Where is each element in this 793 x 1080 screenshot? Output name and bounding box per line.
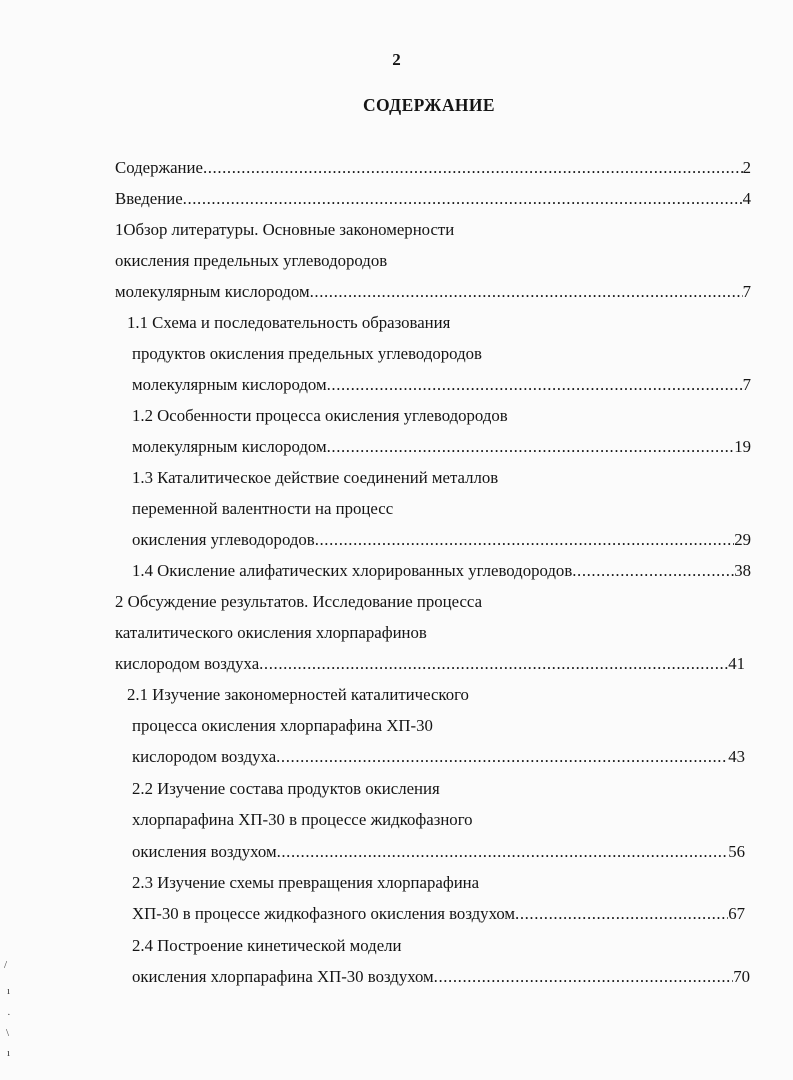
toc-entry-1-3-line-1 bbox=[132, 466, 498, 490]
toc-entry-text: 1.2 Особенности процесса окисления углеводородов bbox=[132, 406, 508, 425]
toc-entry-2-1-line-3 bbox=[132, 745, 745, 769]
scan-mark: ı bbox=[7, 1047, 11, 1059]
dot-leader bbox=[203, 156, 743, 180]
toc-entry-1-3-line-2 bbox=[132, 497, 393, 521]
toc-entry-page: 70 bbox=[733, 967, 750, 986]
dot-leader bbox=[572, 559, 734, 583]
toc-entry-2-4-line-2 bbox=[132, 965, 750, 989]
toc-entry-page: 29 bbox=[734, 530, 751, 549]
scan-mark: / bbox=[4, 959, 8, 971]
toc-entry-text: 1.3 Каталитическое действие соединений металлов bbox=[132, 468, 499, 487]
toc-entry-2-2-line-3 bbox=[132, 840, 745, 864]
toc-entry-chapter-2-line-2 bbox=[115, 621, 427, 645]
toc-entry-text: ХП-30 в процессе жидкофазного окисления воздухом bbox=[132, 904, 516, 923]
toc-entry-chapter-1-line-3 bbox=[115, 280, 751, 304]
dot-leader bbox=[434, 965, 734, 989]
toc-heading: СОДЕРЖАНИЕ bbox=[362, 95, 495, 115]
dot-leader bbox=[183, 187, 743, 211]
toc-entry-text: молекулярным кислородом bbox=[132, 375, 327, 394]
toc-entry-text: кислородом воздуха bbox=[115, 654, 260, 673]
toc-entry-page: 2 bbox=[742, 158, 751, 177]
toc-entry-1-4 bbox=[132, 559, 751, 583]
toc-entry-page: 7 bbox=[742, 375, 751, 394]
toc-entry-text: молекулярным кислородом bbox=[132, 437, 327, 456]
toc-entry-text: каталитического окисления хлорпарафинов bbox=[115, 623, 427, 642]
toc-entry-page: 4 bbox=[742, 189, 751, 208]
dot-leader bbox=[327, 373, 743, 397]
toc-entry-text: окисления воздухом bbox=[132, 842, 277, 861]
toc-entry-text: 2 Обсуждение результатов. Исследование процесса bbox=[115, 592, 483, 611]
toc-entry-page: 7 bbox=[742, 282, 751, 301]
toc-entry-2-1-line-2 bbox=[132, 714, 433, 738]
dot-leader bbox=[276, 745, 728, 769]
toc-entry-chapter-1-line-2 bbox=[115, 249, 387, 273]
toc-entry-2-4-line-1 bbox=[132, 934, 402, 958]
dot-leader bbox=[327, 435, 735, 459]
toc-entry-text: молекулярным кислородом bbox=[115, 282, 310, 301]
toc-entry-text: 1.4 Окисление алифатических хлорированных углеводородов bbox=[132, 561, 573, 580]
toc-entry-text: 2.1 Изучение закономерностей каталитического bbox=[127, 685, 469, 704]
toc-entry-2-2-line-2 bbox=[132, 808, 473, 832]
page-number: 2 bbox=[392, 50, 401, 69]
toc-entry-introduction bbox=[115, 187, 751, 211]
toc-entry-page: 19 bbox=[734, 437, 751, 456]
toc-entry-text: переменной валентности на процесс bbox=[132, 499, 394, 518]
toc-entry-1-1-line-1 bbox=[127, 311, 450, 335]
toc-entry-page: 38 bbox=[734, 561, 751, 580]
toc-entry-chapter-2-line-1 bbox=[115, 590, 482, 614]
scan-mark: \ bbox=[6, 1027, 10, 1039]
toc-entry-text: хлорпарафина ХП-30 в процессе жидкофазного bbox=[132, 810, 473, 829]
toc-entry-text: процесса окисления хлорпарафина ХП-30 bbox=[132, 716, 433, 735]
scan-margin-marks bbox=[4, 960, 24, 1070]
toc-entry-text: Содержание bbox=[115, 158, 203, 177]
toc-entry-text: 1.1 Схема и последовательность образования bbox=[127, 313, 451, 332]
toc-entry-page: 67 bbox=[728, 904, 745, 923]
toc-entry-text: окисления углеводородов bbox=[132, 530, 315, 549]
toc-entry-page: 56 bbox=[728, 842, 745, 861]
toc-entry-contents bbox=[115, 156, 751, 180]
toc-entry-page: 43 bbox=[728, 747, 745, 766]
toc-entry-chapter-2-line-3 bbox=[115, 652, 745, 676]
toc-entry-1-3-line-3 bbox=[132, 528, 751, 552]
toc-entry-2-3-line-2 bbox=[132, 902, 745, 926]
toc-entry-chapter-1-line-1 bbox=[115, 218, 454, 242]
toc-entry-text: 2.2 Изучение состава продуктов окисления bbox=[132, 779, 440, 798]
toc-entry-text: 2.3 Изучение схемы превращения хлорпарафина bbox=[132, 873, 480, 892]
toc-entry-page: 41 bbox=[728, 654, 745, 673]
scan-mark: · bbox=[7, 1009, 11, 1021]
dot-leader bbox=[277, 840, 729, 864]
toc-entry-1-2-line-2 bbox=[132, 435, 751, 459]
toc-entry-2-3-line-1 bbox=[132, 871, 479, 895]
toc-entry-text: Введение bbox=[115, 189, 183, 208]
dot-leader bbox=[315, 528, 735, 552]
toc-entry-1-1-line-3 bbox=[132, 373, 751, 397]
toc-entry-2-1-line-1 bbox=[127, 683, 469, 707]
toc-entry-text: продуктов окисления предельных углеводородов bbox=[132, 344, 482, 363]
toc-entry-1-2-line-1 bbox=[132, 404, 508, 428]
dot-leader bbox=[259, 652, 728, 676]
toc-entry-text: 2.4 Построение кинетической модели bbox=[132, 936, 402, 955]
scan-mark: ı bbox=[7, 985, 11, 997]
dot-leader bbox=[515, 902, 728, 926]
toc-entry-2-2-line-1 bbox=[132, 777, 440, 801]
dot-leader bbox=[310, 280, 743, 304]
toc-entry-text: окисления предельных углеводородов bbox=[115, 251, 388, 270]
toc-entry-text: кислородом воздуха bbox=[132, 747, 277, 766]
toc-entry-text: 1Обзор литературы. Основные закономерности bbox=[115, 220, 455, 239]
toc-entry-text: окисления хлорпарафина ХП-30 воздухом bbox=[132, 967, 434, 986]
toc-entry-1-1-line-2 bbox=[132, 342, 482, 366]
